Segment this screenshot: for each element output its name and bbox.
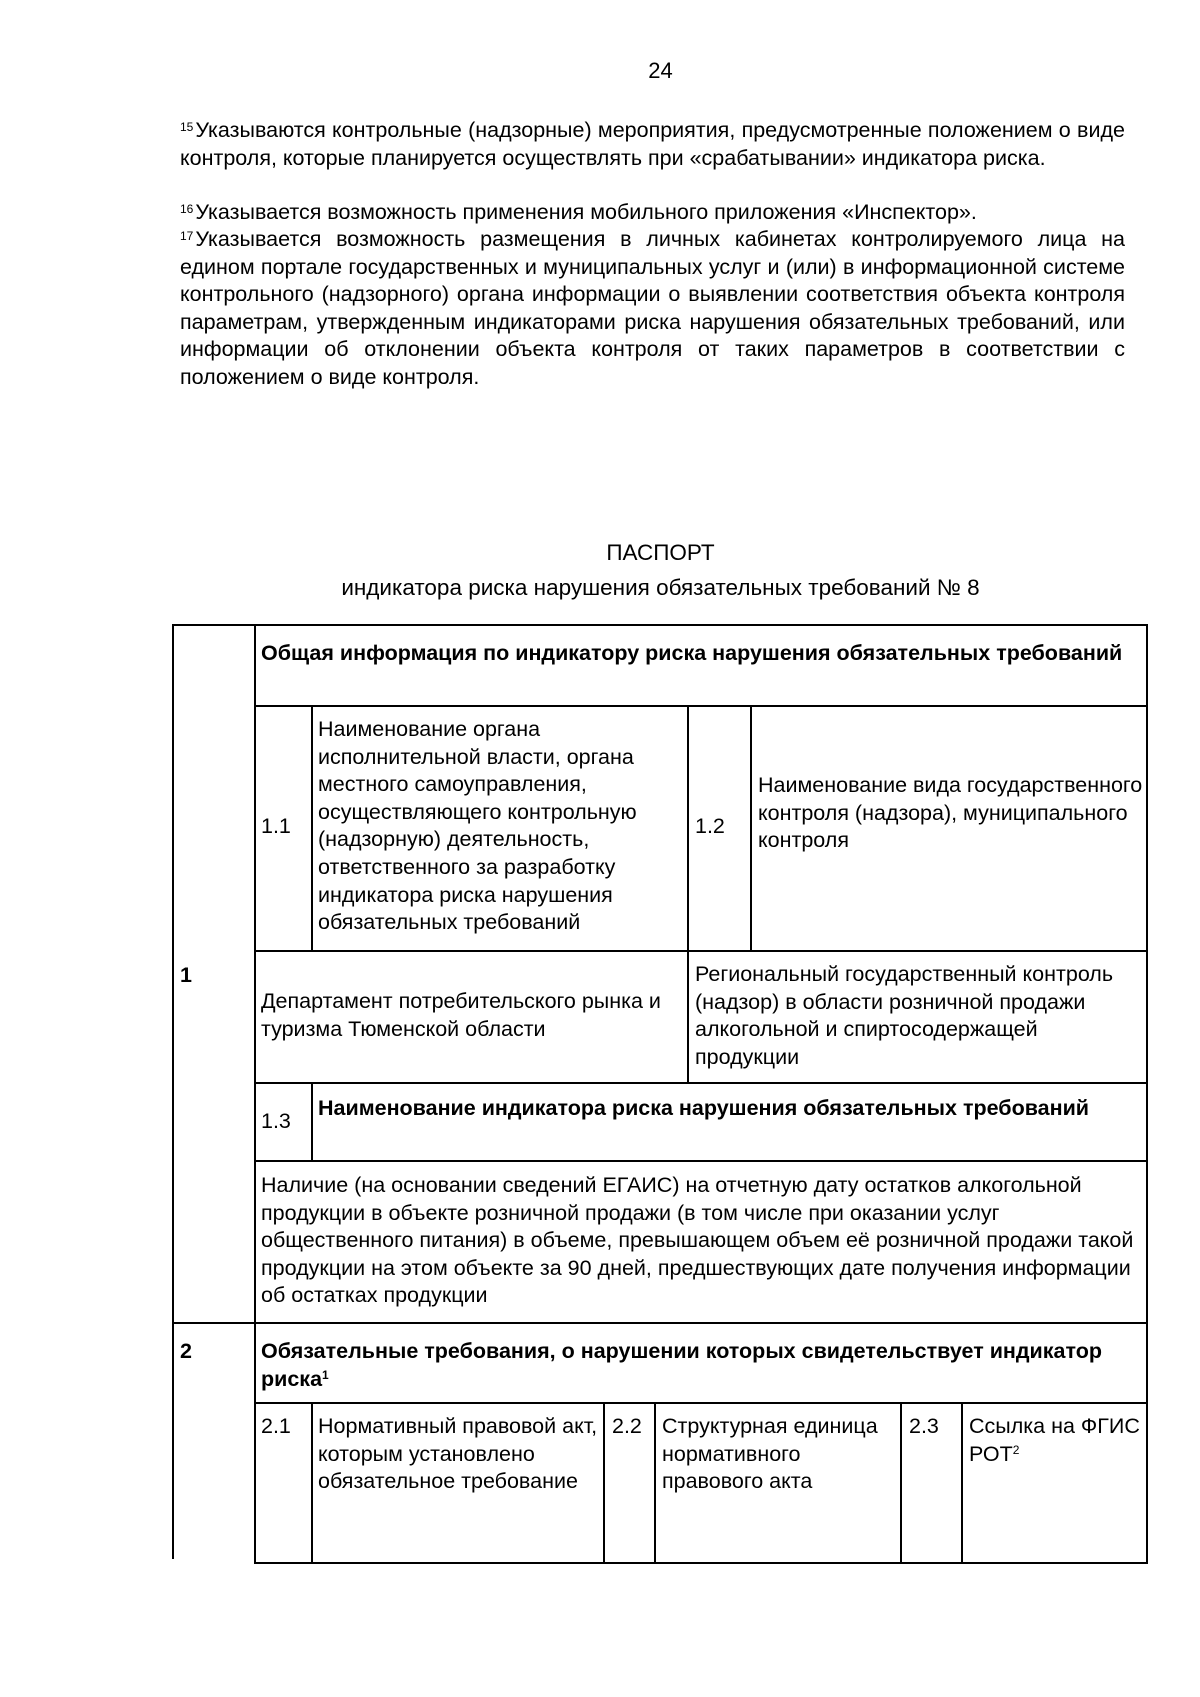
section-2-number: 2 xyxy=(180,1339,192,1363)
table-line xyxy=(311,705,313,951)
section-2-header-sup: 1 xyxy=(322,1367,329,1382)
section-2-header-text: Обязательные требования, о нарушении которых свидетельствует индикатор риска xyxy=(261,1339,1102,1391)
footnote-16 xyxy=(180,199,1125,227)
row-1-1-label: Наименование органа исполнительной власти, органа местного самоуправления, осуществляющего контрольную (надзорную) деятельность, ответственного за разработку индикатора риска нарушения обязательных требований xyxy=(318,717,637,935)
row-1-2-label: Наименование вида государственного контроля (надзора), муниципального контроля xyxy=(758,773,1143,853)
row-2-3-label-text: Ссылка на ФГИС РОТ xyxy=(969,1414,1140,1466)
footnote-17 xyxy=(180,226,1125,391)
row-1-1-value: Департамент потребительского рынка и туризма Тюменской области xyxy=(261,989,661,1041)
table-line xyxy=(254,705,1148,707)
row-2-1-label: Нормативный правовой акт, которым установлено обязательное требование xyxy=(318,1414,598,1494)
row-1-1-number: 1.1 xyxy=(261,814,291,838)
row-1-2-number: 1.2 xyxy=(695,814,725,838)
row-2-1-number: 2.1 xyxy=(261,1414,291,1438)
section-1-number: 1 xyxy=(180,963,192,987)
table-line xyxy=(172,1322,1148,1324)
passport-title: ПАСПОРТ xyxy=(606,540,715,565)
footnote-marker: 16 xyxy=(180,202,194,216)
footnote-marker: 15 xyxy=(180,120,194,134)
table-line xyxy=(254,1160,1148,1162)
table-line xyxy=(961,1402,963,1564)
row-1-3-value: Наличие (на основании сведений ЕГАИС) на отчетную дату остатков алкогольной продукции в объекте розничной продажи (в том числе при оказании услуг общественного питания) в объеме, превышающем объем её розничной продажи такой продукции на этом объекте за 90 дней, предшествующих дате получения информации об остатках продукции xyxy=(261,1173,1134,1308)
section-1-header: Общая информация по индикатору риска нарушения обязательных требований xyxy=(261,641,1123,665)
table-line xyxy=(254,1402,1148,1404)
footnote-text: Указывается возможность размещения в личных кабинетах контролируемого лица на едином портале государственных и муниципальных услуг и (или) в информационной системе контрольного (надзорного) органа информации о выявлении соответствия объекта контроля параметрам, утвержденным индикаторами риска нарушения обязательных требований, или информации об отклонении объекта контроля от таких параметров в соответствии с положением о виде контроля. xyxy=(180,227,1125,389)
row-2-3-sup: 2 xyxy=(1012,1442,1020,1457)
footnote-marker: 17 xyxy=(180,229,194,243)
passport-subtitle: индикатора риска нарушения обязательных требований № 8 xyxy=(341,575,980,600)
table-line xyxy=(172,624,1148,626)
row-1-2-value: Региональный государственный контроль (надзор) в области розничной продажи алкогольной и спиртосодержащей продукции xyxy=(695,962,1114,1069)
table-line xyxy=(750,705,752,951)
table-line xyxy=(172,624,174,1559)
section-2-header xyxy=(261,1338,1141,1393)
table-line xyxy=(900,1402,902,1564)
table-line xyxy=(311,1082,313,1162)
footnote-15 xyxy=(180,117,1125,172)
row-2-2-label: Структурная единица нормативного правового акта xyxy=(662,1414,878,1494)
footnote-text: Указываются контрольные (надзорные) мероприятия, предусмотренные положением о виде контроля, которые планируется осуществлять при «срабатывании» индикатора риска. xyxy=(180,118,1125,170)
row-1-3-label: Наименование индикатора риска нарушения обязательных требований xyxy=(318,1096,1090,1120)
row-2-3-label xyxy=(969,1413,1143,1468)
table-line xyxy=(254,950,1148,952)
table-line xyxy=(654,1402,656,1564)
row-2-3-number: 2.3 xyxy=(909,1414,939,1438)
table-line xyxy=(1146,624,1148,1564)
table-line xyxy=(603,1402,605,1564)
table-line xyxy=(254,1562,1148,1564)
table-line xyxy=(254,624,256,1564)
row-2-2-number: 2.2 xyxy=(612,1414,642,1438)
footnote-text: Указывается возможность применения мобильного приложения «Инспектор». xyxy=(195,200,977,224)
row-1-3-number: 1.3 xyxy=(261,1109,291,1133)
table-line xyxy=(254,1082,1148,1084)
table-line xyxy=(311,1402,313,1564)
page-number: 24 xyxy=(648,58,673,83)
